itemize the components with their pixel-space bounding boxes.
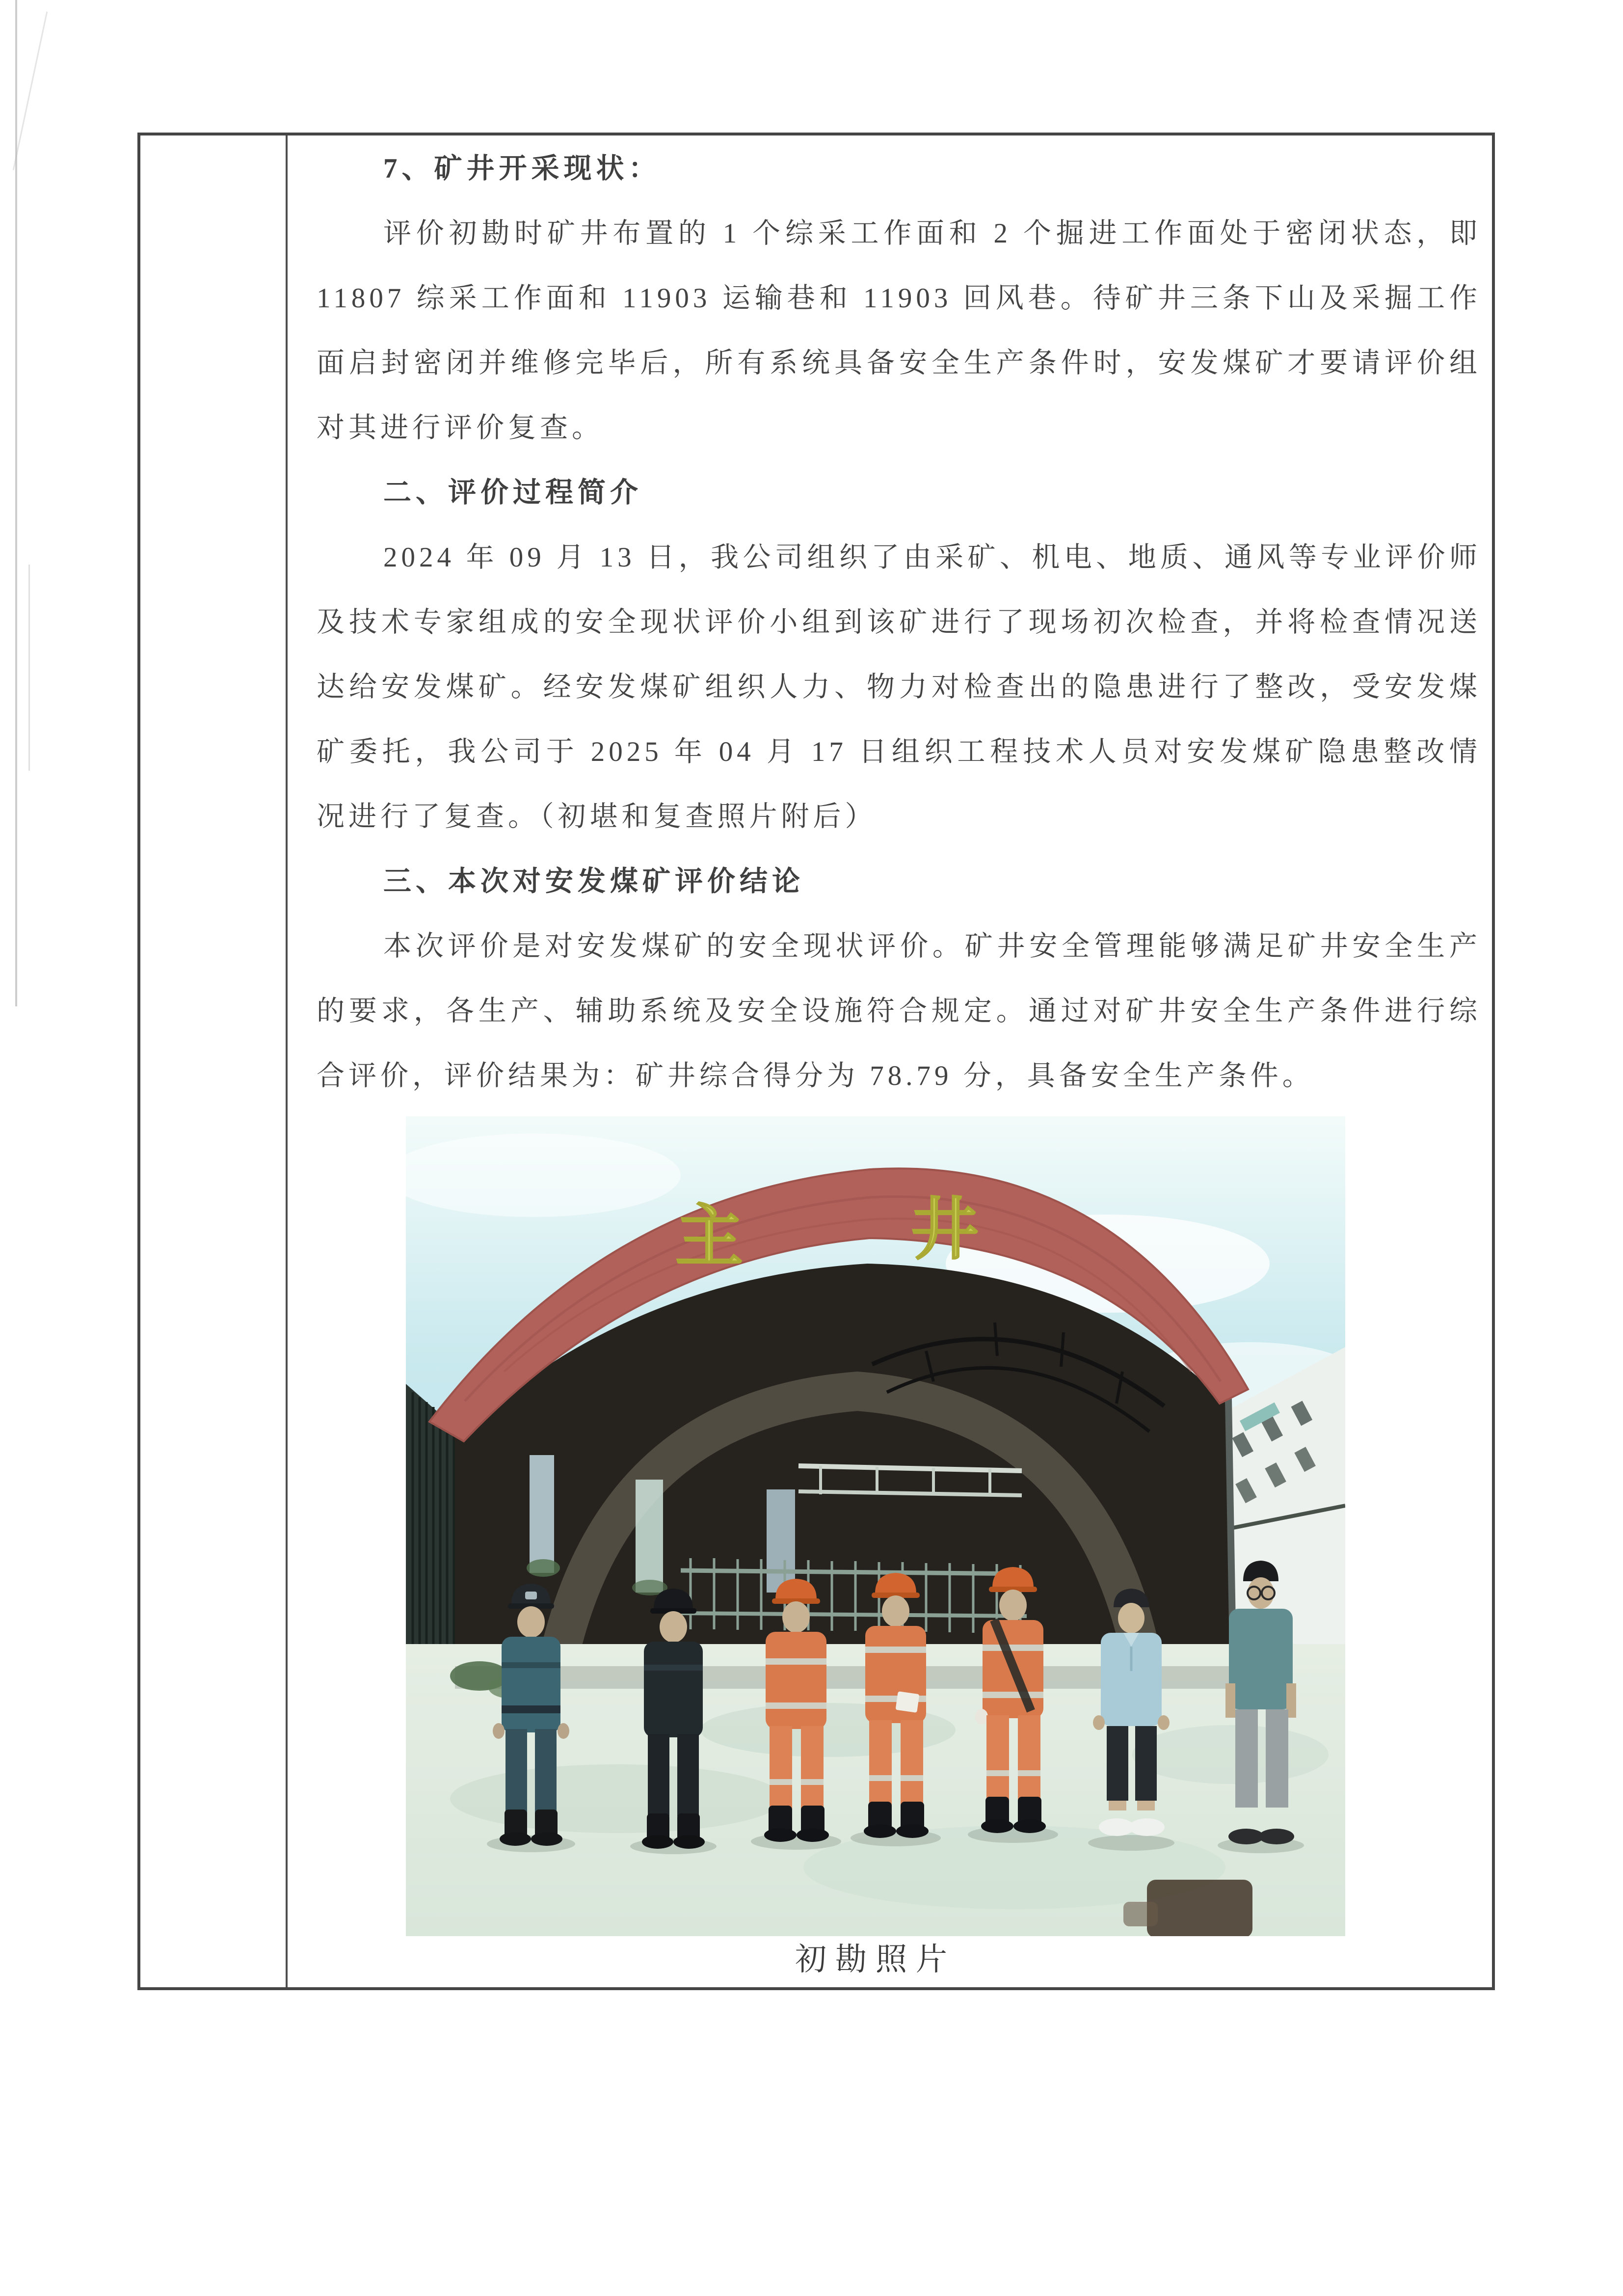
photo-caption: 初勘照片 (795, 1942, 956, 1977)
section-paragraph: 本次评价是对安发煤矿的安全现状评价。矿井安全管理能够满足矿井安全生产的要求，各生产、辅助系统及安全设施符合规定。通过对矿井安全生产条件进行综合评价，评价结果为：矿井综合得分为 78.79 分，具备安全生产条件。 (317, 931, 1481, 1091)
section-mine-status (317, 136, 1481, 460)
mine-photo-illustration (406, 1116, 1345, 1936)
scanner-artifact-line (28, 565, 30, 771)
table-main-cell (288, 135, 1492, 1987)
roof-sign-char-main: 主 (675, 1199, 744, 1274)
section-evaluation-process (317, 460, 1481, 849)
scanner-artifact-line (13, 11, 48, 170)
section-evaluation-conclusion (317, 849, 1481, 1108)
survey-photo (406, 1116, 1345, 1936)
section-heading: 三、本次对安发煤矿评价结论 (383, 866, 804, 897)
section-paragraph: 2024 年 09 月 13 日，我公司组织了由采矿、机电、地质、通风等专业评价师及技术专家组成的安全现状评价小组到该矿进行了现场初次检查，并将检查情况送达给安发煤矿。经安发煤矿组织人力、物力对检查出的隐患进行了整改，受安发煤矿委托，我公司于 2025 年 04 月 17 日组织工程技术人员对安发煤矿隐患整改情况进行了复查。（初堪和复查照片附后） (317, 542, 1481, 832)
table-left-column-empty (140, 135, 288, 1987)
section-heading: 二、评价过程简介 (383, 477, 642, 508)
roof-sign-char-shaft: 井 (910, 1192, 979, 1268)
section-heading: 7、矿井开采现状： (383, 153, 661, 184)
section-paragraph: 评价初勘时矿井布置的 1 个综采工作面和 2 个掘进工作面处于密闭状态，即 11807 综采工作面和 11903 运输巷和 11903 回风巷。待矿井三条下山及采掘工作面启封密闭并维修完毕后，所有系统具备安全生产条件时，安发煤矿才要请评价组对其进行评价复查。 (317, 218, 1481, 443)
report-table (137, 133, 1495, 1990)
